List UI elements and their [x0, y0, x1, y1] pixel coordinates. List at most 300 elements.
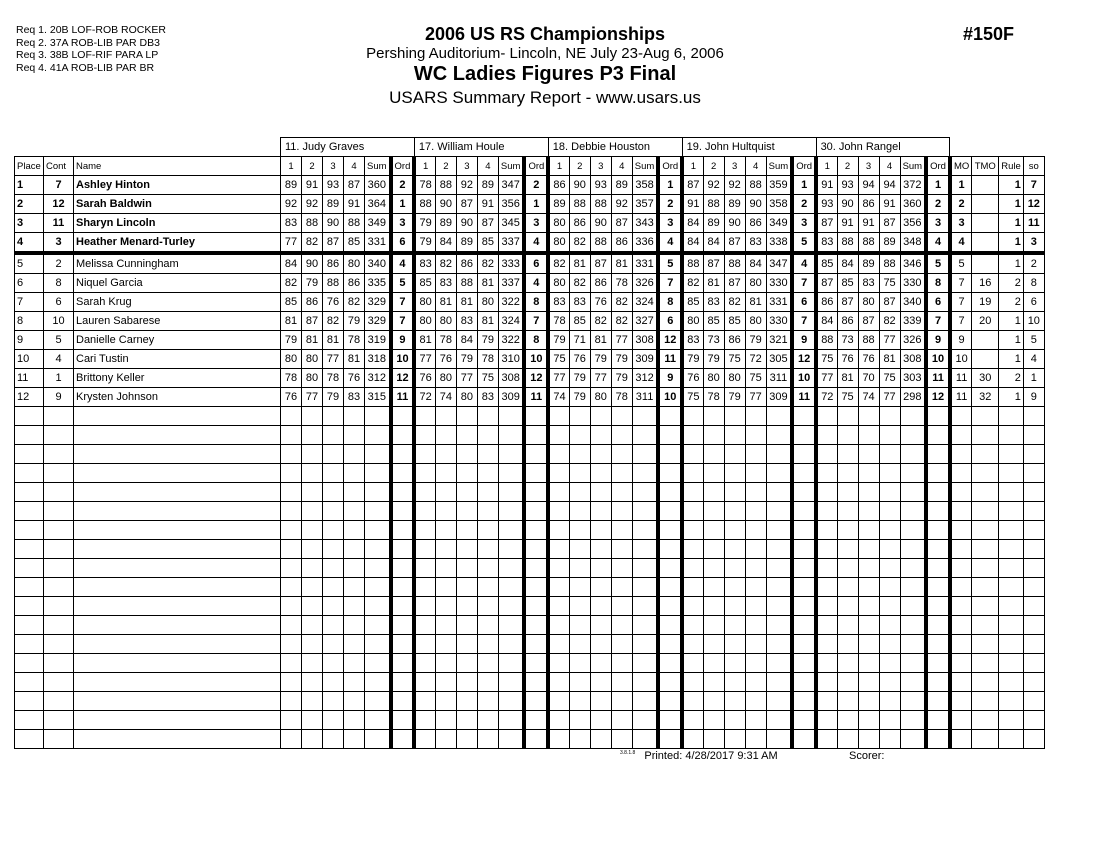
empty-cell [900, 426, 926, 445]
score-cell: 79 [703, 350, 724, 369]
empty-cell [611, 502, 632, 521]
empty-cell [498, 692, 524, 711]
ordinal-cell: 5 [658, 253, 682, 274]
empty-cell [950, 597, 972, 616]
empty-cell [926, 711, 950, 730]
empty-cell [524, 673, 548, 692]
empty-cell [456, 426, 477, 445]
empty-cell [477, 559, 498, 578]
empty-cell [1023, 597, 1044, 616]
rule-cell: 2 [999, 369, 1024, 388]
empty-cell [724, 578, 745, 597]
empty-cell [74, 540, 281, 559]
empty-cell [365, 464, 391, 483]
empty-cell [344, 578, 365, 597]
so-cell: 8 [1023, 274, 1044, 293]
score-cell: 83 [414, 253, 435, 274]
empty-cell [524, 521, 548, 540]
empty-cell [590, 578, 611, 597]
empty-cell [281, 540, 302, 559]
empty-cell [435, 654, 456, 673]
empty-cell [658, 616, 682, 635]
ordinal-cell: 11 [792, 388, 816, 407]
rule-cell: 1 [999, 233, 1024, 254]
empty-cell [548, 445, 569, 464]
score-cell: 81 [281, 312, 302, 331]
score-cell: 76 [837, 350, 858, 369]
empty-cell [74, 616, 281, 635]
empty-cell [972, 654, 999, 673]
so-cell: 3 [1023, 233, 1044, 254]
empty-cell [548, 616, 569, 635]
empty-cell [435, 616, 456, 635]
ordinal-cell: 2 [926, 195, 950, 214]
empty-cell [391, 597, 415, 616]
score-cell: 80 [344, 253, 365, 274]
score-cell: 93 [816, 195, 837, 214]
empty-cell [724, 502, 745, 521]
empty-cell [569, 521, 590, 540]
score-cell: 91 [816, 176, 837, 195]
empty-cell [703, 483, 724, 502]
empty-cell [548, 521, 569, 540]
empty-cell [858, 445, 879, 464]
empty-cell [682, 502, 703, 521]
score-cell: 87 [456, 195, 477, 214]
score-cell: 85 [281, 293, 302, 312]
empty-cell [477, 654, 498, 673]
empty-cell [365, 673, 391, 692]
empty-cell [926, 597, 950, 616]
score-cell: 89 [724, 195, 745, 214]
skater-name: Cari Tustin [74, 350, 281, 369]
score-cell: 80 [548, 233, 569, 254]
empty-cell [569, 692, 590, 711]
score-cell: 79 [281, 331, 302, 350]
score-cell: 91 [858, 214, 879, 233]
empty-cell [435, 635, 456, 654]
score-cell: 88 [302, 214, 323, 233]
empty-cell [999, 654, 1024, 673]
rule-cell: 1 [999, 331, 1024, 350]
empty-row [15, 711, 1045, 730]
score-cell: 80 [682, 312, 703, 331]
sum-cell: 329 [365, 293, 391, 312]
empty-cell [950, 540, 972, 559]
ordinal-cell: 3 [391, 214, 415, 233]
score-cell: 83 [682, 331, 703, 350]
empty-cell [837, 616, 858, 635]
empty-cell [682, 692, 703, 711]
place-cell: 2 [15, 195, 44, 214]
empty-cell [632, 616, 658, 635]
empty-cell [816, 502, 837, 521]
empty-cell [837, 654, 858, 673]
empty-cell [365, 540, 391, 559]
empty-cell [456, 559, 477, 578]
empty-cell [569, 464, 590, 483]
empty-cell [745, 654, 766, 673]
sum-cell: 356 [900, 214, 926, 233]
empty-cell [302, 635, 323, 654]
empty-cell [344, 559, 365, 578]
empty-cell [498, 559, 524, 578]
empty-cell [682, 426, 703, 445]
empty-row [15, 578, 1045, 597]
score-cell: 80 [456, 388, 477, 407]
score-cell: 83 [344, 388, 365, 407]
empty-cell [703, 578, 724, 597]
empty-cell [569, 597, 590, 616]
empty-cell [858, 464, 879, 483]
empty-cell [724, 730, 745, 749]
score-cell: 76 [281, 388, 302, 407]
score-cell: 92 [703, 176, 724, 195]
score-cell: 83 [281, 214, 302, 233]
empty-cell [792, 445, 816, 464]
empty-cell [682, 654, 703, 673]
score-cell: 79 [414, 233, 435, 254]
empty-cell [858, 426, 879, 445]
empty-cell [999, 483, 1024, 502]
score-header-1: 1 [414, 157, 435, 176]
empty-row [15, 654, 1045, 673]
table-row [15, 350, 1045, 369]
empty-cell [658, 578, 682, 597]
empty-cell [858, 730, 879, 749]
score-cell: 88 [858, 331, 879, 350]
empty-cell [950, 521, 972, 540]
score-cell: 75 [879, 369, 900, 388]
empty-cell [950, 464, 972, 483]
table-row [15, 293, 1045, 312]
empty-cell [858, 578, 879, 597]
score-cell: 76 [682, 369, 703, 388]
empty-cell [837, 521, 858, 540]
event-title: WC Ladies Figures P3 Final [413, 63, 677, 85]
tmo-cell [972, 253, 999, 274]
table-row [15, 233, 1045, 254]
empty-cell [900, 502, 926, 521]
empty-cell [611, 692, 632, 711]
score-cell: 79 [682, 350, 703, 369]
place-cell: 8 [15, 312, 44, 331]
empty-cell [477, 540, 498, 559]
empty-cell [837, 692, 858, 711]
score-cell: 87 [590, 253, 611, 274]
empty-cell [792, 692, 816, 711]
sum-cell: 360 [900, 195, 926, 214]
score-cell: 79 [323, 388, 344, 407]
empty-cell [323, 673, 344, 692]
empty-cell [816, 464, 837, 483]
empty-cell [703, 559, 724, 578]
score-cell: 72 [816, 388, 837, 407]
empty-cell [816, 730, 837, 749]
score-cell: 72 [414, 388, 435, 407]
ordinal-cell: 1 [926, 176, 950, 195]
empty-cell [15, 597, 44, 616]
empty-cell [632, 597, 658, 616]
empty-cell [658, 540, 682, 559]
empty-cell [548, 635, 569, 654]
sum-cell: 357 [632, 195, 658, 214]
empty-cell [999, 730, 1024, 749]
empty-cell [816, 578, 837, 597]
empty-cell [837, 407, 858, 426]
score-cell: 91 [477, 195, 498, 214]
empty-cell [524, 559, 548, 578]
place-cell: 7 [15, 293, 44, 312]
empty-cell [44, 426, 74, 445]
empty-cell [391, 464, 415, 483]
score-cell: 84 [682, 233, 703, 254]
empty-cell [658, 502, 682, 521]
score-cell: 81 [477, 274, 498, 293]
empty-cell [999, 635, 1024, 654]
mo-cell: 3 [950, 214, 972, 233]
place-cell: 10 [15, 350, 44, 369]
empty-cell [365, 654, 391, 673]
empty-cell [682, 711, 703, 730]
empty-cell [926, 445, 950, 464]
cont-cell: 7 [44, 176, 74, 195]
empty-cell [590, 559, 611, 578]
score-cell: 75 [879, 274, 900, 293]
empty-cell [74, 445, 281, 464]
empty-cell [1023, 635, 1044, 654]
empty-cell [745, 426, 766, 445]
empty-cell [926, 692, 950, 711]
empty-cell [724, 597, 745, 616]
empty-cell [498, 407, 524, 426]
empty-cell [569, 578, 590, 597]
empty-cell [950, 426, 972, 445]
empty-cell [435, 483, 456, 502]
rule-cell: 1 [999, 312, 1024, 331]
empty-cell [344, 540, 365, 559]
score-cell: 81 [456, 293, 477, 312]
report-subtitle: USARS Summary Report - www.usars.us [389, 88, 701, 107]
empty-cell [548, 711, 569, 730]
empty-cell [682, 616, 703, 635]
empty-cell [879, 692, 900, 711]
empty-cell [435, 540, 456, 559]
empty-cell [766, 654, 792, 673]
empty-cell [724, 407, 745, 426]
empty-cell [703, 597, 724, 616]
score-cell: 90 [724, 214, 745, 233]
empty-cell [682, 540, 703, 559]
empty-cell [658, 407, 682, 426]
empty-cell [590, 692, 611, 711]
score-cell: 89 [703, 214, 724, 233]
empty-row [15, 464, 1045, 483]
empty-cell [435, 597, 456, 616]
score-cell: 84 [816, 312, 837, 331]
empty-cell [548, 559, 569, 578]
ordinal-cell: 5 [391, 274, 415, 293]
sum-cell: 319 [365, 331, 391, 350]
empty-cell [456, 673, 477, 692]
ordinal-cell: 10 [926, 350, 950, 369]
score-cell: 92 [281, 195, 302, 214]
sum-cell: 309 [632, 350, 658, 369]
score-cell: 78 [477, 350, 498, 369]
score-cell: 86 [344, 274, 365, 293]
score-cell: 88 [724, 253, 745, 274]
empty-row [15, 635, 1045, 654]
empty-cell [611, 597, 632, 616]
so-cell: 1 [1023, 369, 1044, 388]
score-cell: 90 [837, 195, 858, 214]
ordinal-cell: 10 [391, 350, 415, 369]
empty-cell [816, 407, 837, 426]
empty-cell [391, 673, 415, 692]
sum-cell: 312 [365, 369, 391, 388]
table-row [15, 274, 1045, 293]
empty-cell [745, 673, 766, 692]
empty-cell [281, 502, 302, 521]
ordinal-cell: 9 [391, 331, 415, 350]
empty-cell [74, 711, 281, 730]
empty-cell [1023, 445, 1044, 464]
sum-cell: 331 [365, 233, 391, 254]
empty-cell [44, 730, 74, 749]
empty-row [15, 673, 1045, 692]
empty-cell [435, 407, 456, 426]
score-cell: 89 [477, 176, 498, 195]
empty-cell [344, 521, 365, 540]
empty-cell [524, 464, 548, 483]
empty-cell [15, 654, 44, 673]
score-cell: 86 [569, 214, 590, 233]
empty-cell [391, 559, 415, 578]
judge-name-1: 11. Judy Graves [281, 138, 415, 157]
empty-cell [477, 635, 498, 654]
sum-cell: 327 [632, 312, 658, 331]
score-cell: 91 [344, 195, 365, 214]
score-cell: 84 [435, 233, 456, 254]
empty-cell [792, 654, 816, 673]
score-cell: 77 [611, 331, 632, 350]
empty-cell [456, 502, 477, 521]
empty-cell [302, 559, 323, 578]
empty-cell [548, 597, 569, 616]
empty-cell [766, 635, 792, 654]
score-cell: 84 [281, 253, 302, 274]
score-cell: 88 [816, 331, 837, 350]
score-cell: 81 [414, 331, 435, 350]
tmo-cell [972, 195, 999, 214]
empty-cell [477, 730, 498, 749]
empty-cell [999, 616, 1024, 635]
score-cell: 77 [879, 388, 900, 407]
empty-cell [611, 540, 632, 559]
sum-cell: 348 [900, 233, 926, 254]
ordinal-cell: 11 [524, 388, 548, 407]
empty-cell [837, 426, 858, 445]
ordinal-cell: 5 [926, 253, 950, 274]
score-cell: 78 [344, 331, 365, 350]
empty-cell [590, 540, 611, 559]
empty-cell [745, 616, 766, 635]
sum-header: Sum [900, 157, 926, 176]
skater-name: Sarah Krug [74, 293, 281, 312]
empty-cell [858, 616, 879, 635]
score-cell: 89 [435, 214, 456, 233]
sum-cell: 308 [900, 350, 926, 369]
empty-cell [569, 654, 590, 673]
table-row [15, 331, 1045, 350]
empty-cell [837, 711, 858, 730]
place-cell: 1 [15, 176, 44, 195]
score-cell: 87 [724, 274, 745, 293]
empty-cell [524, 654, 548, 673]
ordinal-cell: 6 [658, 312, 682, 331]
score-cell: 78 [611, 388, 632, 407]
empty-cell [498, 654, 524, 673]
score-cell: 79 [548, 331, 569, 350]
ordinal-cell: 6 [524, 253, 548, 274]
empty-cell [414, 445, 435, 464]
printed-timestamp: Printed: 4/28/2017 9:31 AM [644, 750, 778, 762]
empty-cell [302, 654, 323, 673]
empty-cell [44, 597, 74, 616]
sum-cell: 347 [766, 253, 792, 274]
empty-cell [74, 464, 281, 483]
empty-cell [281, 445, 302, 464]
empty-cell [816, 445, 837, 464]
empty-cell [858, 711, 879, 730]
cont-cell: 8 [44, 274, 74, 293]
empty-cell [414, 502, 435, 521]
score-cell: 87 [302, 312, 323, 331]
sum-cell: 310 [498, 350, 524, 369]
ordinal-cell: 1 [792, 176, 816, 195]
empty-cell [74, 635, 281, 654]
empty-cell [344, 597, 365, 616]
ordinal-cell: 7 [926, 312, 950, 331]
empty-cell [879, 445, 900, 464]
sum-cell: 337 [498, 274, 524, 293]
sum-cell: 333 [498, 253, 524, 274]
empty-cell [999, 540, 1024, 559]
sum-header: Sum [632, 157, 658, 176]
ord-header: Ord [524, 157, 548, 176]
empty-cell [972, 730, 999, 749]
empty-cell [344, 635, 365, 654]
score-cell: 90 [590, 214, 611, 233]
score-cell: 85 [703, 312, 724, 331]
empty-cell [816, 521, 837, 540]
score-cell: 80 [302, 350, 323, 369]
empty-cell [15, 616, 44, 635]
score-cell: 85 [344, 233, 365, 254]
empty-cell [724, 540, 745, 559]
empty-cell [365, 483, 391, 502]
sum-cell: 324 [632, 293, 658, 312]
empty-cell [858, 635, 879, 654]
score-cell: 90 [323, 214, 344, 233]
score-cell: 92 [724, 176, 745, 195]
empty-cell [745, 521, 766, 540]
tmo-header: TMO [972, 157, 999, 176]
score-cell: 74 [858, 388, 879, 407]
empty-cell [391, 711, 415, 730]
empty-row [15, 616, 1045, 635]
empty-cell [950, 711, 972, 730]
